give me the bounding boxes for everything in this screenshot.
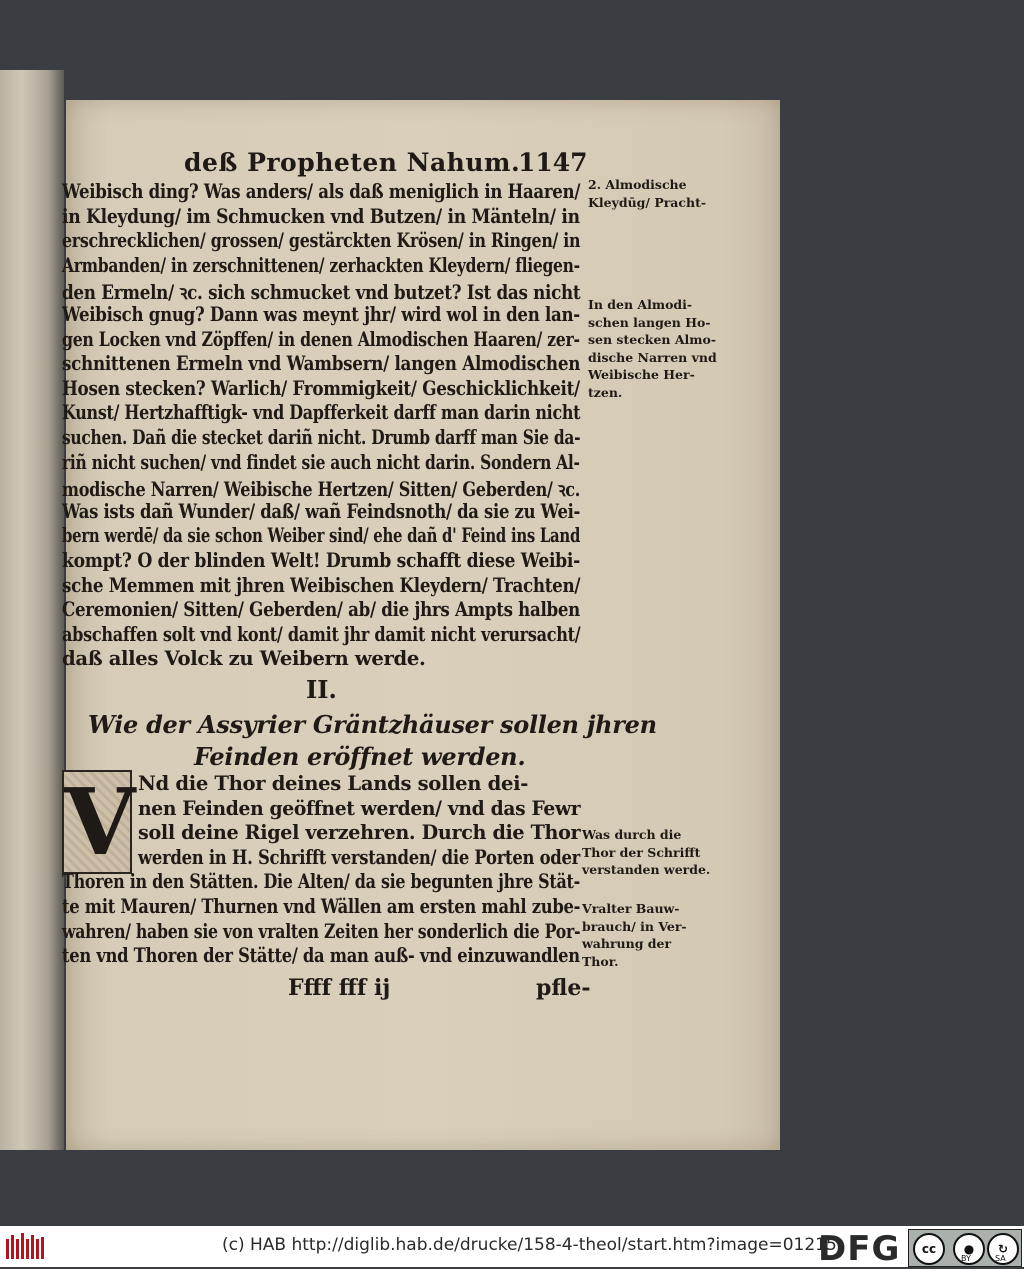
running-head: deß Propheten Nahum.: [184, 148, 521, 177]
text-line: den Ermeln/ ꝛc. sich schmucket vnd butzet? Ist das nicht: [62, 281, 581, 305]
margin-note-line: Vralter Bauw-: [582, 901, 680, 916]
margin-note-line: Thor der Schrifft: [582, 844, 701, 860]
text-line: Weibisch gnug? Dann was meynt jhr/ wird wol in den lan-: [62, 303, 580, 326]
margin-note-line: 2. Almodische: [588, 177, 687, 192]
margin-note-line: Kleydūg/ Pracht-: [588, 194, 707, 210]
text-line: daß alles Volck zu Weibern werde.: [62, 647, 426, 671]
text-line: Kunst/ Hertzhafftigk- vnd Dapfferkeit darff man darin nicht: [62, 401, 581, 425]
text-line: bern werdē/ da sie schon Weiber sind/ ehe dañ d' Feind ins Land: [62, 524, 581, 548]
by-icon: ●: [953, 1233, 985, 1265]
section-heading-line: Feinden eröffnet werden.: [194, 742, 526, 771]
text-line: ten vnd Thoren der Stätte/ da man auß- vnd einzuwandlen: [62, 944, 580, 968]
text-line: te mit Mauren/ Thurnen vnd Wällen am ersten mahl zube-: [62, 895, 581, 918]
margin-note-line: Weibische Her-: [588, 367, 695, 382]
text-line: kompt? O der blinden Welt! Drumb schafft diese Weibi-: [62, 549, 580, 572]
copyright-link[interactable]: (c) HAB http://diglib.hab.de/drucke/158-4-theol/start.htm?image=01215: [222, 1235, 837, 1255]
margin-note-line: tzen.: [588, 384, 623, 400]
margin-note-line: brauch/ in Ver-: [582, 918, 687, 934]
cc-icon: cc: [913, 1233, 945, 1265]
page-number: 1147: [518, 148, 588, 177]
text-line: nen Feinden geöffnet werden/ vnd das Fewr: [138, 796, 581, 820]
text-line: Weibisch ding? Was anders/ als daß meniglich in Haaren/: [62, 180, 581, 203]
text-line: erschrecklichen/ grossen/ gestärckten Krösen/ in Ringen/ in: [62, 229, 581, 253]
cc-license-badge[interactable]: [908, 1229, 1022, 1267]
margin-note-line: sen stecken Almo-: [588, 332, 717, 347]
by-label: BY: [961, 1254, 971, 1263]
text-line: Ceremonien/ Sitten/ Geberden/ ab/ die jhrs Ampts halben: [62, 598, 580, 622]
text-line: Hosen stecken? Warlich/ Frommigkeit/ Geschicklichkeit/: [62, 376, 580, 400]
text-line: suchen. Dañ die stecket dariñ nicht. Drumb darff man Sie da-: [62, 426, 581, 449]
previous-page-edge: [0, 70, 64, 1150]
text-line: werden in H. Schrifft verstanden/ die Porten oder: [138, 845, 580, 869]
dfg-logo: DFG: [818, 1229, 901, 1269]
footer-bar: [0, 1226, 1024, 1267]
text-line: schnittenen Ermeln vnd Wambsern/ langen Almodischen: [62, 352, 581, 376]
signature-mark: Ffff fff ij: [288, 975, 391, 1001]
margin-note-line: Was durch die: [582, 827, 682, 842]
sa-label: SA: [995, 1254, 1006, 1263]
text-line: soll deine Rigel verzehren. Durch die Thor: [138, 821, 581, 845]
text-line: Thoren in den Stätten. Die Alten/ da sie begunten jhre Stät-: [62, 870, 580, 894]
margin-note-line: wahrung der: [582, 936, 672, 951]
text-line: riñ nicht suchen/ vnd findet sie auch nicht darin. Sondern Al-: [62, 450, 580, 474]
text-line: Armbanden/ in zerschnittenen/ zerhackten Kleydern/ fliegen-: [62, 253, 580, 277]
text-line: Nd die Thor deines Lands sollen dei-: [138, 772, 529, 795]
margin-note-line: dische Narren vnd: [588, 349, 717, 365]
book-page: [62, 100, 780, 1150]
catchword: pfle-: [536, 975, 591, 1001]
text-line: abschaffen solt vnd kont/ damit jhr damit nicht verursacht/: [62, 622, 581, 646]
margin-note-line: verstanden werde.: [582, 862, 711, 877]
margin-note-line: schen langen Ho-: [588, 314, 711, 330]
sa-icon: ↻: [987, 1233, 1019, 1265]
section-heading-line: Wie der Assyrier Gräntzhäuser sollen jhren: [88, 710, 657, 739]
text-line: sche Memmen mit jhren Weibischen Kleydern/ Trachten/: [62, 573, 581, 597]
text-line: Was ists dañ Wunder/ daß/ wañ Feindsnoth/ da sie zu Wei-: [62, 499, 581, 523]
text-line: in Kleydung/ im Schmucken vnd Butzen/ in Mänteln/ in: [62, 204, 580, 228]
margin-note-line: Thor.: [582, 953, 619, 969]
margin-note-line: In den Almodi-: [588, 297, 693, 312]
text-line: wahren/ haben sie von vralten Zeiten her sonderlich die Por-: [62, 919, 581, 943]
section-number: II.: [306, 675, 337, 704]
hab-logo-icon: [6, 1231, 48, 1261]
text-line: modische Narren/ Weibische Hertzen/ Sitten/ Geberden/ ꝛc.: [62, 478, 581, 502]
text-line: gen Locken vnd Zöpffen/ in denen Almodischen Haaren/ zer-: [62, 327, 580, 351]
decorated-initial: V: [64, 768, 136, 876]
